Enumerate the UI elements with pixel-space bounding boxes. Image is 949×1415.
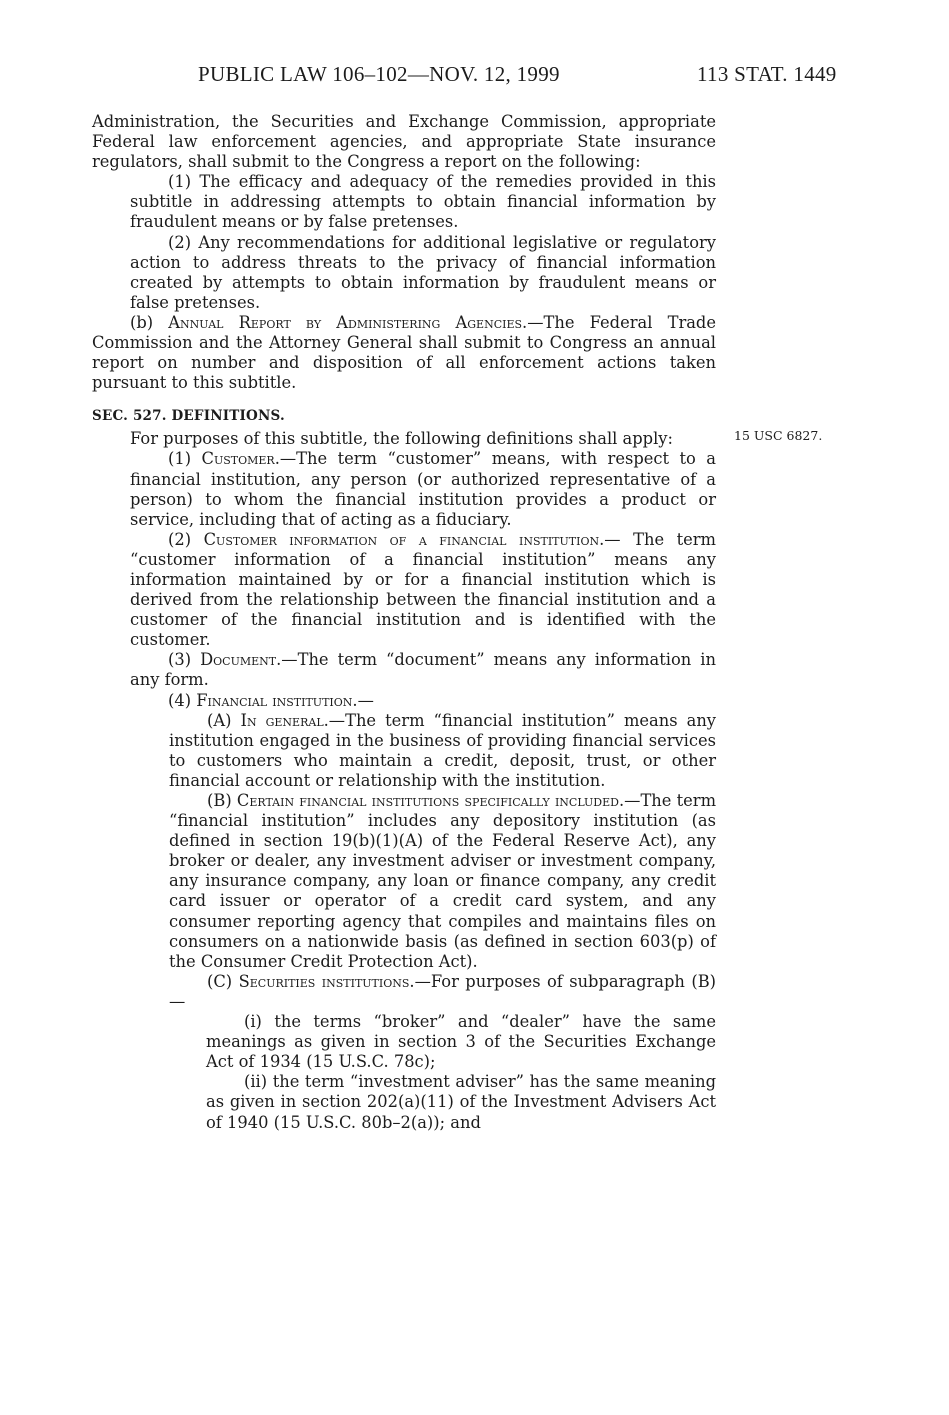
paragraph-heading: Annual Report by Administering Agencies xyxy=(168,312,523,332)
definition-customer xyxy=(92,449,716,529)
subparagraph-heading: In general xyxy=(240,710,324,730)
subparagraph-heading: Certain financial institutions specifically included xyxy=(236,791,619,810)
subparagraph-in-general xyxy=(92,711,716,791)
definition-heading: Customer information of a financial institution xyxy=(203,529,600,549)
public-law-title: PUBLIC LAW 106–102—NOV. 12, 1999 xyxy=(198,62,560,86)
document-body xyxy=(92,112,716,1133)
paragraph-definitions-intro: For purposes of this subtitle, the following definitions shall apply: xyxy=(130,429,673,449)
subparagraph-heading: Securities institutions xyxy=(238,971,410,991)
subparagraph-label: (C) xyxy=(207,971,239,991)
paragraph-item-1: (1) The efficacy and adequacy of the remedies provided in this subtitle in addressing attempts to obtain financial information by fraudulent means or by false pretenses. xyxy=(130,172,716,232)
definition-label: (4) xyxy=(168,690,197,710)
clause-broker-dealer: (i) the terms “broker” and “dealer” have the same meanings as given in section 3 of the Securities Exchange Act of 1934 (15 U.S.C. 78c); xyxy=(206,1012,716,1072)
usc-margin-note: 15 USC 6827. xyxy=(734,428,823,443)
subparagraph-text: .—The term “financial institution” includes any depository institution (as defined in section 19(b)(1)(A) of the Federal Reserve Act), any broker or dealer, any investment adviser or investment company, any insurance company, any loan or finance company, any credit card issuer or operator of a credit card system, and any consumer reporting agency that compiles and maintains files on consumers on a nationwide basis (as defined in section 603(p) of the Consumer Credit Protection Act). xyxy=(169,791,717,971)
definition-customer-information xyxy=(92,530,716,651)
paragraph-annual-report xyxy=(92,313,716,393)
definition-text: .—The term “document” means any information in any form. xyxy=(130,650,716,690)
definition-heading: Document xyxy=(200,650,277,670)
definition-text: .—The term “customer” means, with respect to a financial institution, any person (or authorized representative of a person) to whom the financial institution provides a product or service, including that of acting as a fiduciary. xyxy=(130,449,716,529)
subparagraph-text: .—For purposes of subparagraph (B)— xyxy=(169,971,717,1011)
subparagraph-label: (B) xyxy=(207,791,237,810)
subparagraph-label: (A) xyxy=(207,710,241,730)
definition-text: .— xyxy=(352,690,374,710)
definition-document xyxy=(92,650,716,690)
subparagraph-specifically-included xyxy=(92,791,716,972)
definition-label: (3) xyxy=(168,650,201,670)
definition-label: (1) xyxy=(168,449,202,469)
paragraph-label: (b) xyxy=(130,312,169,332)
definition-heading: Customer xyxy=(201,449,275,469)
paragraph-continuation: Administration, the Securities and Exchange Commission, appropriate Federal law enforcement agencies, and appropriate State insurance regulators, shall submit to the Congress a report on the following: xyxy=(92,112,716,172)
paragraph-text: .—The Federal Trade Commission and the Attorney General shall submit to Congress an annual report on number and disposition of all enforcement actions taken pursuant to this subtitle. xyxy=(92,312,716,393)
statute-page-reference: 113 STAT. 1449 xyxy=(697,62,837,86)
clause-investment-adviser: (ii) the term “investment adviser” has the same meaning as given in section 202(a)(11) of the Investment Advisers Act of 1940 (15 U.S.C. 80b–2(a)); and xyxy=(206,1072,716,1132)
definition-label: (2) xyxy=(168,529,204,549)
subparagraph-securities-institutions xyxy=(92,972,716,1012)
definition-heading: Financial institution xyxy=(196,690,353,710)
section-heading: SEC. 527. DEFINITIONS. xyxy=(92,408,285,425)
subparagraph-text: .—The term “financial institution” means any institution engaged in the business of providing financial services to customers who maintain a credit, deposit, trust, or other financial account or relationship with the institution. xyxy=(169,710,717,790)
paragraph-item-2: (2) Any recommendations for additional legislative or regulatory action to address threats to the privacy of financial information created by attempts to obtain information by fraudulent means or false pretenses. xyxy=(130,232,716,312)
page-header xyxy=(0,62,949,94)
definition-text: .— The term “customer information of a financial institution” means any information maintained by or for a financial institution which is derived from the relationship between the financial institution and a customer of the financial institution and is identified with the customer. xyxy=(130,529,716,650)
definition-financial-institution xyxy=(92,691,716,711)
